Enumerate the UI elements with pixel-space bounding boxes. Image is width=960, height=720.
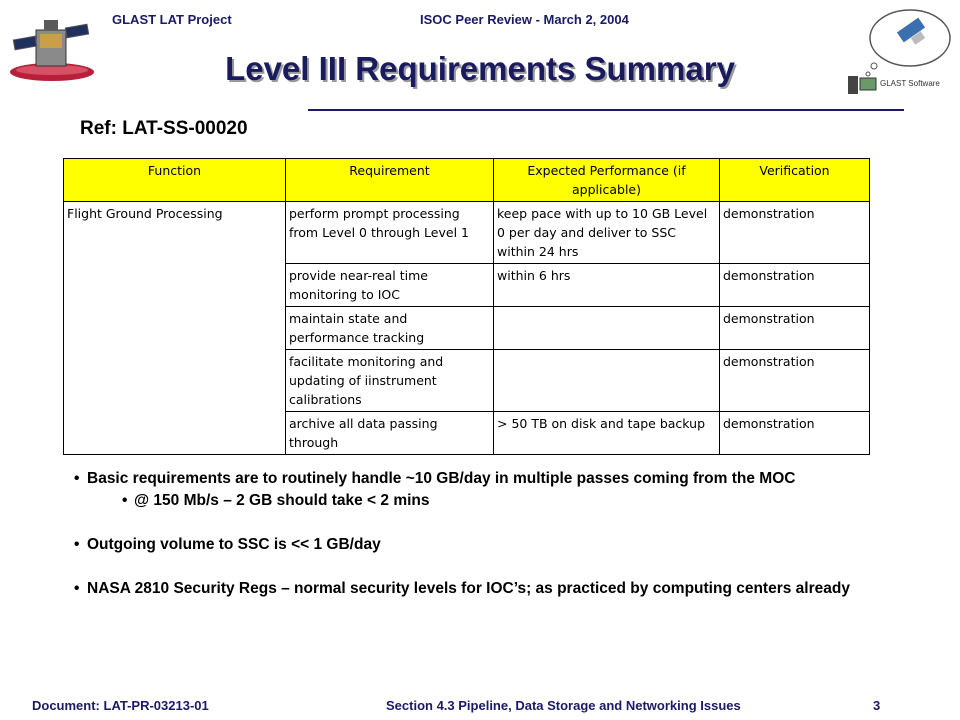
col-header-performance: Expected Performance (if applicable)	[494, 159, 720, 202]
verification-cell: demonstration	[720, 350, 870, 412]
bullet-text: Outgoing volume to SSC is << 1 GB/day	[87, 536, 381, 553]
performance-cell: keep pace with up to 10 GB Level 0 per day and deliver to SSC within 24 hrs	[494, 202, 720, 264]
requirement-cell: archive all data passing through	[286, 412, 494, 455]
performance-cell	[494, 350, 720, 412]
bullet-list	[74, 468, 874, 600]
page-number: 3	[873, 698, 881, 713]
bullet-item	[74, 578, 874, 600]
reference: Ref: LAT-SS-00020	[80, 118, 248, 139]
footer-section: Section 4.3 Pipeline, Data Storage and Networking Issues	[386, 698, 741, 713]
verification-cell: demonstration	[720, 307, 870, 350]
bullet-dot: •	[122, 492, 128, 509]
logo-right-text: GLAST Software	[880, 79, 940, 88]
col-header-requirement: Requirement	[286, 159, 494, 202]
bullet-text: NASA 2810 Security Regs – normal security levels for IOC’s; as practiced by computing centers already	[87, 580, 850, 597]
header-event: ISOC Peer Review - March 2, 2004	[420, 12, 629, 27]
performance-cell: > 50 TB on disk and tape backup	[494, 412, 720, 455]
verification-cell: demonstration	[720, 264, 870, 307]
performance-cell	[494, 307, 720, 350]
requirements-table	[63, 158, 870, 455]
table-header-row	[64, 159, 870, 202]
verification-cell: demonstration	[720, 202, 870, 264]
requirement-cell: perform prompt processing from Level 0 through Level 1	[286, 202, 494, 264]
function-cell: Flight Ground Processing	[64, 202, 286, 455]
bullet-dot: •	[74, 580, 80, 597]
page-title: Level III Requirements Summary	[225, 50, 735, 87]
title-divider	[308, 109, 904, 111]
header-project: GLAST LAT Project	[112, 12, 232, 27]
col-header-function: Function	[64, 159, 286, 202]
bullet-dot: •	[74, 470, 80, 487]
table-row	[64, 202, 870, 264]
requirement-cell: maintain state and performance tracking	[286, 307, 494, 350]
bullet-item	[74, 468, 874, 490]
requirement-cell: facilitate monitoring and updating of iinstrument calibrations	[286, 350, 494, 412]
bullet-dot: •	[74, 536, 80, 553]
bullet-text: Basic requirements are to routinely handle ~10 GB/day in multiple passes coming from the MOC	[87, 470, 796, 487]
footer-document-id: Document: LAT-PR-03213-01	[32, 698, 209, 713]
sub-bullet-item	[122, 490, 874, 512]
verification-cell: demonstration	[720, 412, 870, 455]
col-header-verification: Verification	[720, 159, 870, 202]
bullet-text: @ 150 Mb/s – 2 GB should take < 2 mins	[134, 492, 430, 509]
performance-cell: within 6 hrs	[494, 264, 720, 307]
requirement-cell: provide near-real time monitoring to IOC	[286, 264, 494, 307]
bullet-item	[74, 534, 874, 556]
